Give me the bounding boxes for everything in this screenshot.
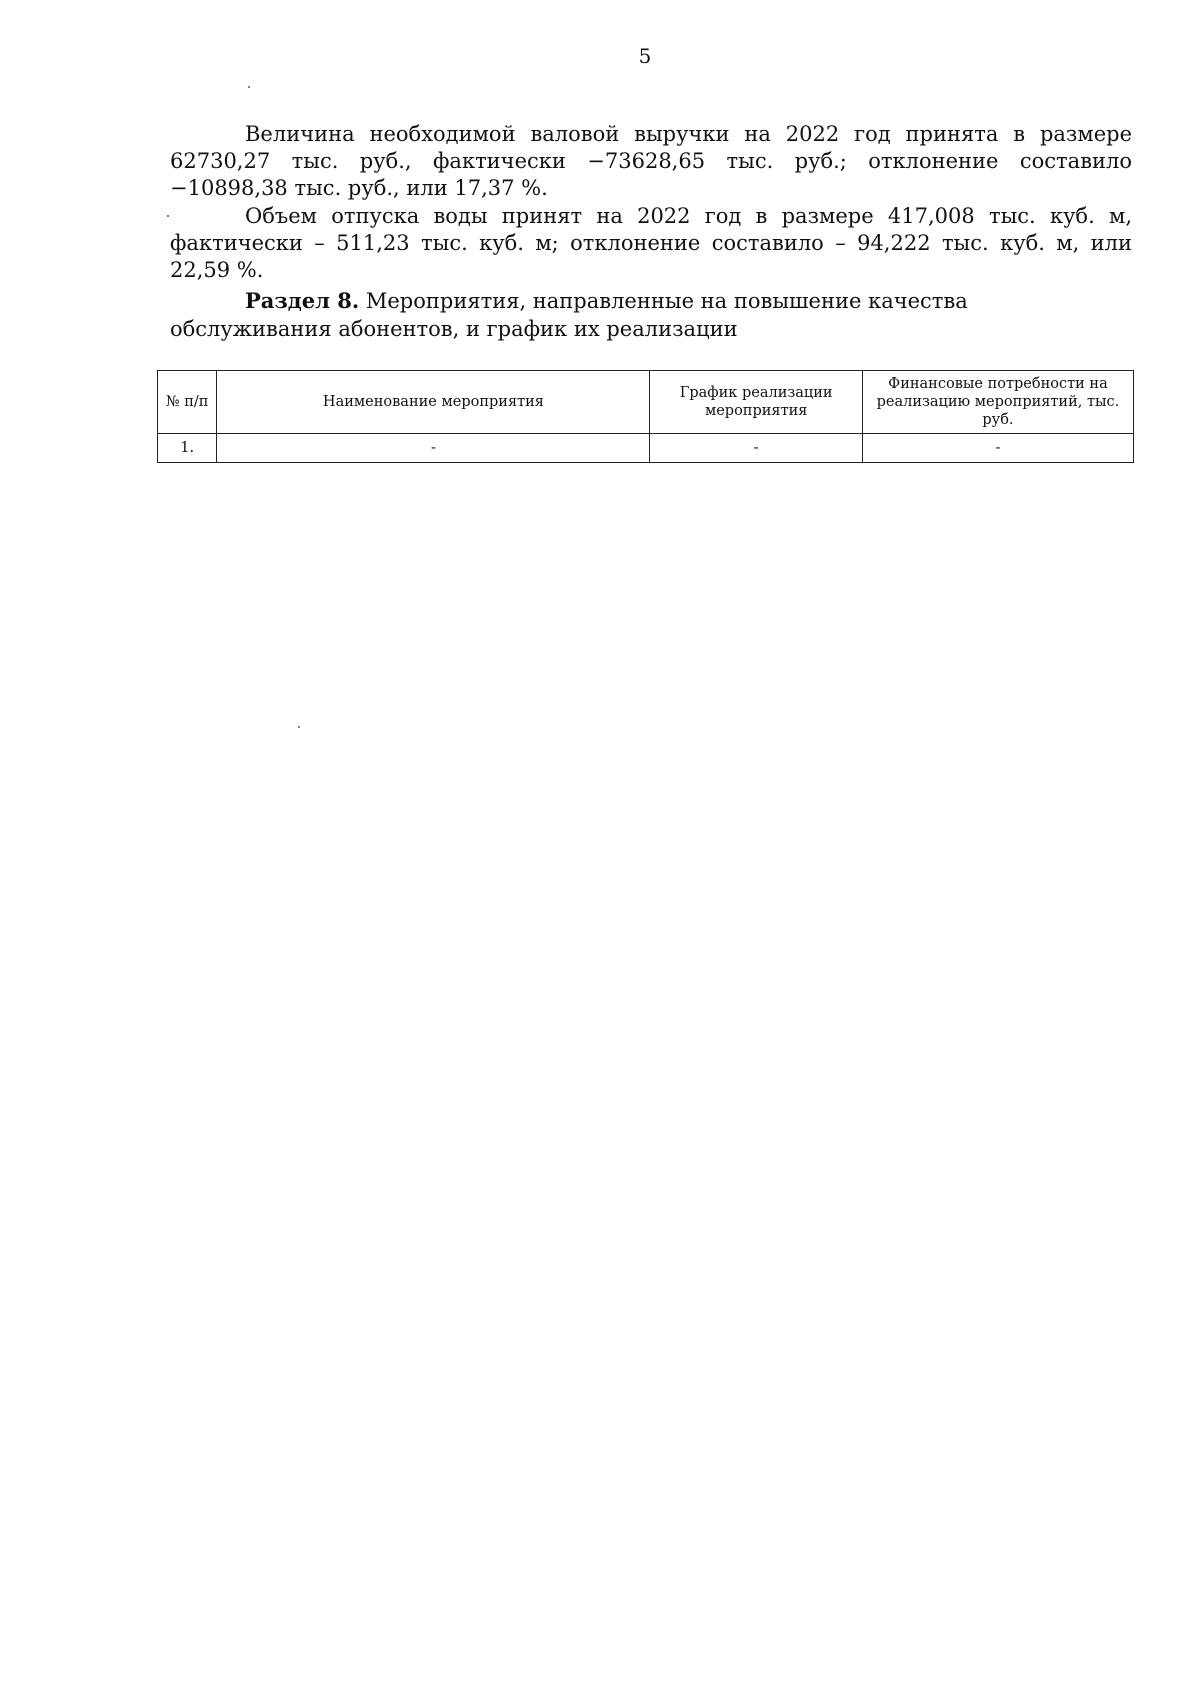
header-number-text: № п/п — [165, 394, 209, 410]
paragraph-water-volume-text: Объем отпуска воды принят на 2022 год в размере 417,008 тыс. куб. м, фактически – 511,23 тыс. куб. м; отклонение составило – 94,222 тыс. куб. м, или 22,59 %. — [170, 204, 1132, 282]
measures-table — [157, 370, 1134, 463]
scan-speck — [248, 86, 250, 88]
paragraph-water-volume — [170, 203, 1132, 284]
header-finance — [862, 371, 1133, 434]
section-label: Раздел 8. — [245, 288, 360, 313]
header-name-text: Наименование мероприятия — [322, 394, 544, 410]
table-row — [158, 434, 1134, 463]
paragraph-revenue-text: Величина необходимой валовой выручки на 2022 год принята в размере 62730,27 тыс. руб., фактически −73628,65 тыс. руб.; отклонение составило −10898,38 тыс. руб., или 17,37 %. — [170, 122, 1132, 200]
section-heading — [170, 287, 1132, 343]
header-schedule-text: График реализации мероприятия — [679, 385, 833, 419]
header-finance-text: Финансовые потребности на реализацию мероприятий, тыс. руб. — [876, 376, 1120, 428]
header-name — [217, 371, 650, 434]
section-title: Мероприятия, направленные на повышение качества обслуживания абонентов, и график их реализации — [170, 289, 968, 341]
header-number — [158, 371, 217, 434]
cell-number: 1. — [158, 434, 217, 463]
scan-speck — [298, 726, 300, 728]
cell-name: - — [217, 434, 650, 463]
table-header-row — [158, 371, 1134, 434]
paragraph-revenue — [170, 121, 1132, 202]
page-number: 5 — [638, 44, 652, 68]
scan-speck — [167, 215, 169, 217]
header-schedule — [650, 371, 862, 434]
cell-schedule: - — [650, 434, 862, 463]
cell-finance: - — [862, 434, 1133, 463]
